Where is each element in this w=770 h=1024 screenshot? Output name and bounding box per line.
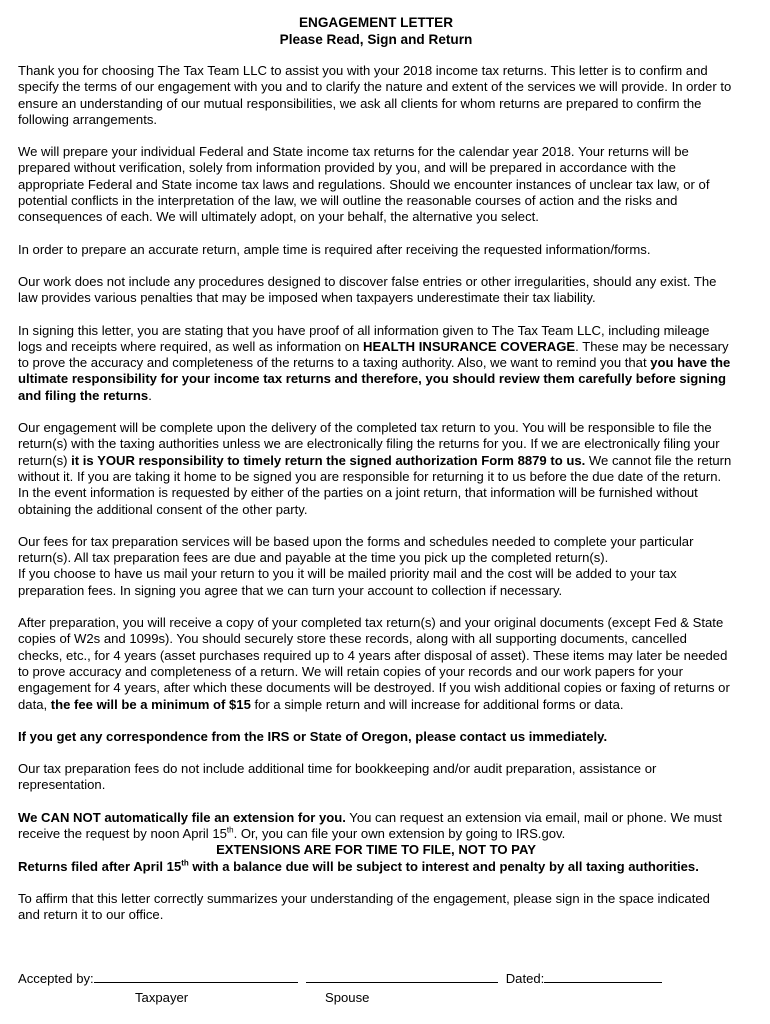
after-paragraph [18,615,734,713]
signing-paragraph [18,323,734,404]
page-title: ENGAGEMENT LETTER [298,15,454,30]
after-text-2: for a simple return and will increase for additional forms or data. [250,696,624,712]
health-insurance-emphasis: HEALTH INSURANCE COVERAGE [362,338,576,354]
engagement-text-2: We cannot file the return without it. If you are taking it home to be signed you are responsible for returning it to us before the due date of the return. In the event information is requested by either of the parties on a joint return, that information will be furnished without obtaining the additional consent of the other party. [18,452,732,517]
spouse-label: Spouse [325,990,370,1005]
bookkeeping-paragraph: Our tax preparation fees do not include additional time for bookkeeping and/or audit preparation, assistance or representation. [18,761,657,793]
engagement-text-1: Our engagement will be complete upon the delivery of the completed tax return to you. You will be responsible to file the return(s) with the taxing authorities unless we are electronically filing the returns for you. If we are electronically filing your return(s) [18,420,720,468]
extension-text-1: You can request an extension via email, mail or phone. We must receive the request by noon April 15 [18,809,722,841]
intro-paragraph: Thank you for choosing The Tax Team LLC to assist you with your 2018 income tax returns. This letter is to confirm and specify the terms of our engagement with you and to clarify the nature and extent of the services we will provide. In order to ensure an understanding of our mutual responsibilities, we ask all clients for whom returns are prepared to confirm the following arrangements. [18,63,732,127]
fees-paragraph [18,534,734,599]
letter-body [18,14,734,923]
taxpayer-label: Taxpayer [135,990,189,1005]
late-text-1: Returns filed after April 15 [18,858,182,874]
extension-sup: th [226,825,234,835]
engagement-paragraph [18,420,734,518]
extension-banner: EXTENSIONS ARE FOR TIME TO FILE, NOT TO PAY [216,842,536,858]
form-8879-emphasis: it is YOUR responsibility to timely return the signed authorization Form 8879 to us. [71,452,586,468]
spouse-signature-line[interactable] [306,970,498,983]
fee-minimum-emphasis: the fee will be a minimum of $15 [50,696,251,712]
dated-label: Dated: [505,971,545,986]
responsibility-emphasis: you have the ultimate responsibility for your income tax returns and therefore, you should review them carefully before signing and filing the returns [18,355,731,403]
time-paragraph: In order to prepare an accurate return, ample time is required after receiving the requested information/forms. [18,241,651,257]
taxpayer-signature-line[interactable] [94,970,298,983]
fees-text-2: If you choose to have us mail your return to you it will be mailed priority mail and the cost will be added to your tax preparation fees. In signing you agree that we can turn your account to collection if necessary. [18,566,677,598]
prepare-paragraph: We will prepare your individual Federal and State income tax returns for the calendar year 2018. Your returns will be prepared without verification, solely from information provided by you, and will be prepared in accordance with the appropriate Federal and State income tax laws and regulations. Should we encounter instances of unclear tax law, or of potential conflicts in the interpretation of the law, we will outline the reasonable courses of action and the risks and consequences of each. We will ultimately adopt, on your behalf, the alternative you select. [18,144,710,225]
late-sup: th [181,858,189,868]
signing-text-2: . These may be necessary to prove the accuracy and completeness of the returns to a taxing authority. Also, we want to remind you that [18,338,729,371]
late-text-2: with a balance due will be subject to interest and penalty by all taxing authorities. [188,858,699,874]
procedures-paragraph: Our work does not include any procedures designed to discover false entries or other irregularities, should any exist. The law provides various penalties that may be imposed when taxpayers underestimate their tax liability. [18,273,717,306]
extension-text-2: . Or, you can file your own extension by going to IRS.gov. [233,825,566,841]
irs-paragraph: If you get any correspondence from the IRS or State of Oregon, please contact us immediately. [18,728,608,744]
signing-text-3: . [148,387,152,403]
extension-emphasis: We CAN NOT automatically file an extension for you. [18,809,346,825]
fees-text-1: Our fees for tax preparation services will be based upon the forms and schedules needed to complete your particular return(s). All tax preparation fees are due and payable at the time you pick up the completed return(s). [18,533,694,566]
after-text-1: After preparation, you will receive a copy of your completed tax return(s) and your original documents (except Fed & State copies of W2s and 1099s). You should securely store these records, along with all supporting documents, cancelled checks, etc., for 4 years (asset purchases required up to 4 years after disposal of asset). These items may later be needed to prove accuracy and completeness of a return. We will retain copies of your records and our work papers for your engagement for 4 years, after which these documents will be destroyed. If you wish additional copies or faxing of returns or data, [18,615,730,712]
affirm-paragraph: To affirm that this letter correctly summarizes your understanding of the engagement, please sign in the space indicated and return it to our office. [18,890,710,923]
late-return-notice [18,859,734,875]
accepted-by-label: Accepted by: [18,971,94,986]
page-subtitle: Please Read, Sign and Return [279,32,473,47]
signature-block [18,970,734,1005]
extension-paragraph [18,810,734,843]
signing-text-1: In signing this letter, you are stating that you have proof of all information given to The Tax Team LLC, including mileage logs and receipts where required, as well as information on [18,322,710,354]
date-line[interactable] [544,970,662,983]
